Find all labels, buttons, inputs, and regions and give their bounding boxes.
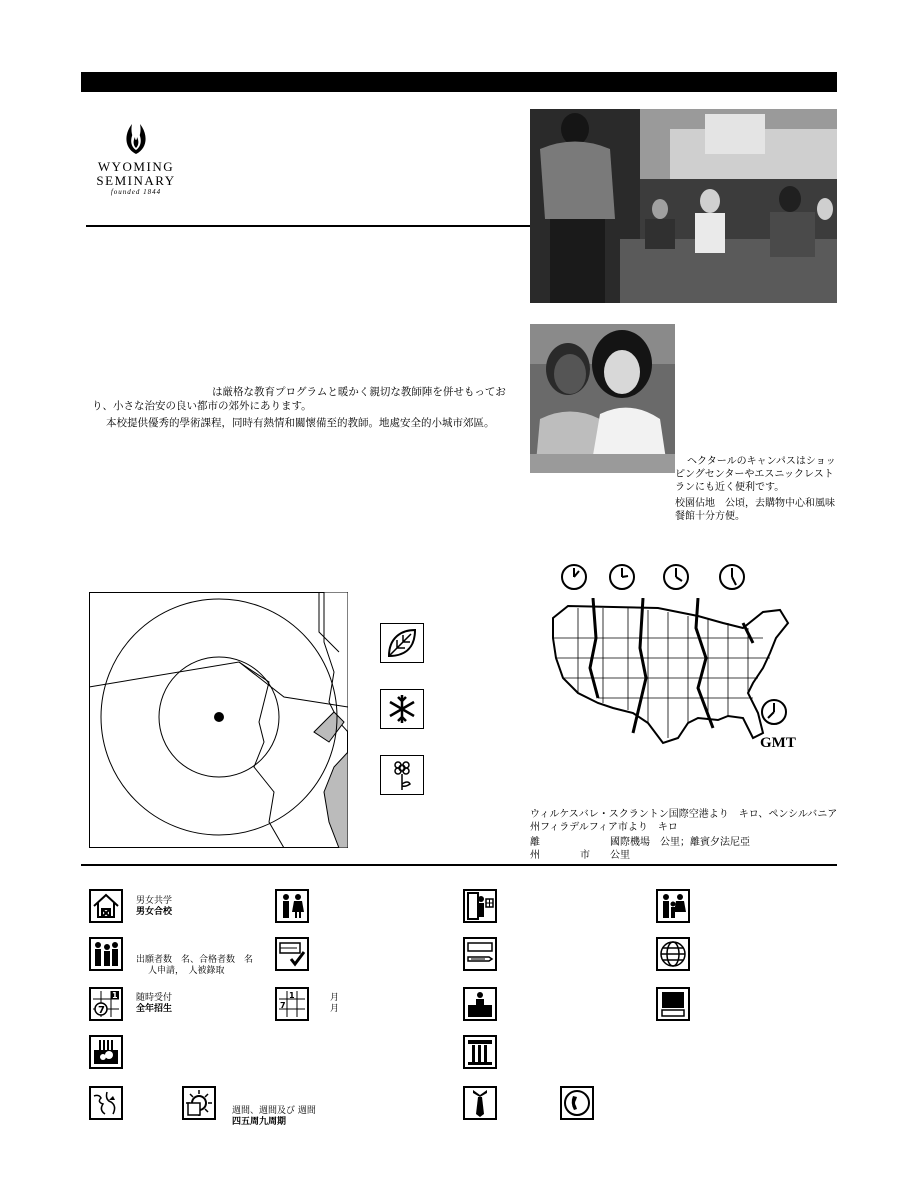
house-icon — [89, 889, 123, 923]
vacation-ja: 週間、週間及び 週間 — [232, 1106, 316, 1116]
campus-caption — [675, 455, 840, 523]
dormitory-icon — [463, 889, 497, 923]
coed-label — [136, 896, 172, 918]
usa-timezone-map — [548, 598, 793, 750]
intro-text — [92, 385, 512, 430]
coed-ja: 男女共学 — [136, 896, 173, 906]
globe-icon — [656, 937, 690, 971]
region-map — [89, 592, 348, 848]
svg-text:7: 7 — [280, 1001, 286, 1010]
logo-line1: WYOMING — [97, 159, 175, 174]
header-rule — [86, 225, 530, 227]
flower-icon — [380, 755, 424, 795]
desk-icon — [463, 987, 497, 1021]
top-bar — [81, 72, 837, 92]
map-caption-japanese: ウィルケスバレ・スクラントン国際空港より キロ、ペンシルバニア州フィラデルフィア市より キロ — [530, 809, 838, 833]
admission-label — [136, 993, 172, 1015]
school-logo — [86, 120, 186, 196]
facts-rule — [81, 864, 837, 866]
family-icon — [656, 889, 690, 923]
computer-icon — [656, 987, 690, 1021]
timezone-clocks — [560, 563, 760, 593]
month1: 月 — [330, 993, 340, 1003]
snowflake-icon — [380, 689, 424, 729]
vacation-label — [232, 1106, 316, 1128]
map-coast-icon — [89, 1086, 123, 1120]
svg-text:1: 1 — [289, 991, 295, 1000]
column-icon — [463, 1035, 497, 1069]
gmt-clock-icon — [760, 698, 788, 726]
sun-icon — [182, 1086, 216, 1120]
calendar-small-icon — [275, 987, 309, 1021]
intro-chinese: 本校提供優秀的學術課程，同時有熱情和關懷備至的教師。地處安全的小城市郊區。 — [106, 417, 495, 429]
flame-logo-icon — [116, 120, 156, 156]
applicants-icon — [89, 937, 123, 971]
checkmark-icon — [275, 937, 309, 971]
gmt-label: GMT — [760, 735, 796, 751]
map-caption-chinese-1: 離 國際機場 公里；離賓夕法尼亞 — [530, 837, 750, 848]
calendar-icon — [89, 987, 123, 1021]
tie-icon — [463, 1086, 497, 1120]
month2: 月 — [330, 1004, 340, 1014]
logo-line2: SEMINARY — [96, 173, 176, 188]
svg-text:7: 7 — [98, 1005, 105, 1016]
logo-founded: founded 1844 — [110, 188, 162, 196]
phone-icon — [560, 1086, 594, 1120]
month-label — [330, 993, 339, 1015]
coed-zh: 男女合校 — [136, 907, 173, 917]
classroom-photo — [530, 109, 837, 303]
applicants-label — [136, 955, 253, 977]
campus-caption-chinese: 校園佔地 公頃，去購物中心和風味餐館十分方便。 — [675, 498, 835, 522]
leaf-icon — [380, 623, 424, 663]
campus-caption-japanese: ヘクタールのキャンパスはショッピングセンターやエスニックレストランにも近く便利です。 — [675, 456, 836, 493]
map-caption-chinese-2: 州 市 公里 — [530, 850, 630, 861]
sports-icon — [89, 1035, 123, 1069]
boy-girl-icon — [275, 889, 309, 923]
pen-icon — [463, 937, 497, 971]
applicants-ja: 出願者数 名、合格者数 名 — [136, 955, 254, 965]
admission-ja: 随時受付 — [136, 993, 173, 1003]
vacation-zh: 四五周九周期 — [232, 1117, 287, 1127]
students-photo — [530, 324, 675, 473]
svg-text:1: 1 — [112, 991, 118, 1000]
applicants-zh: 人申請， 人被錄取 — [148, 966, 225, 976]
map-caption — [530, 808, 840, 862]
admission-zh: 全年招生 — [136, 1004, 173, 1014]
intro-japanese: は厳格な教育プログラムと暖かく親切な教師陣を併せもっており、小さな治安の良い都市の郊外にあります。 — [92, 386, 506, 412]
